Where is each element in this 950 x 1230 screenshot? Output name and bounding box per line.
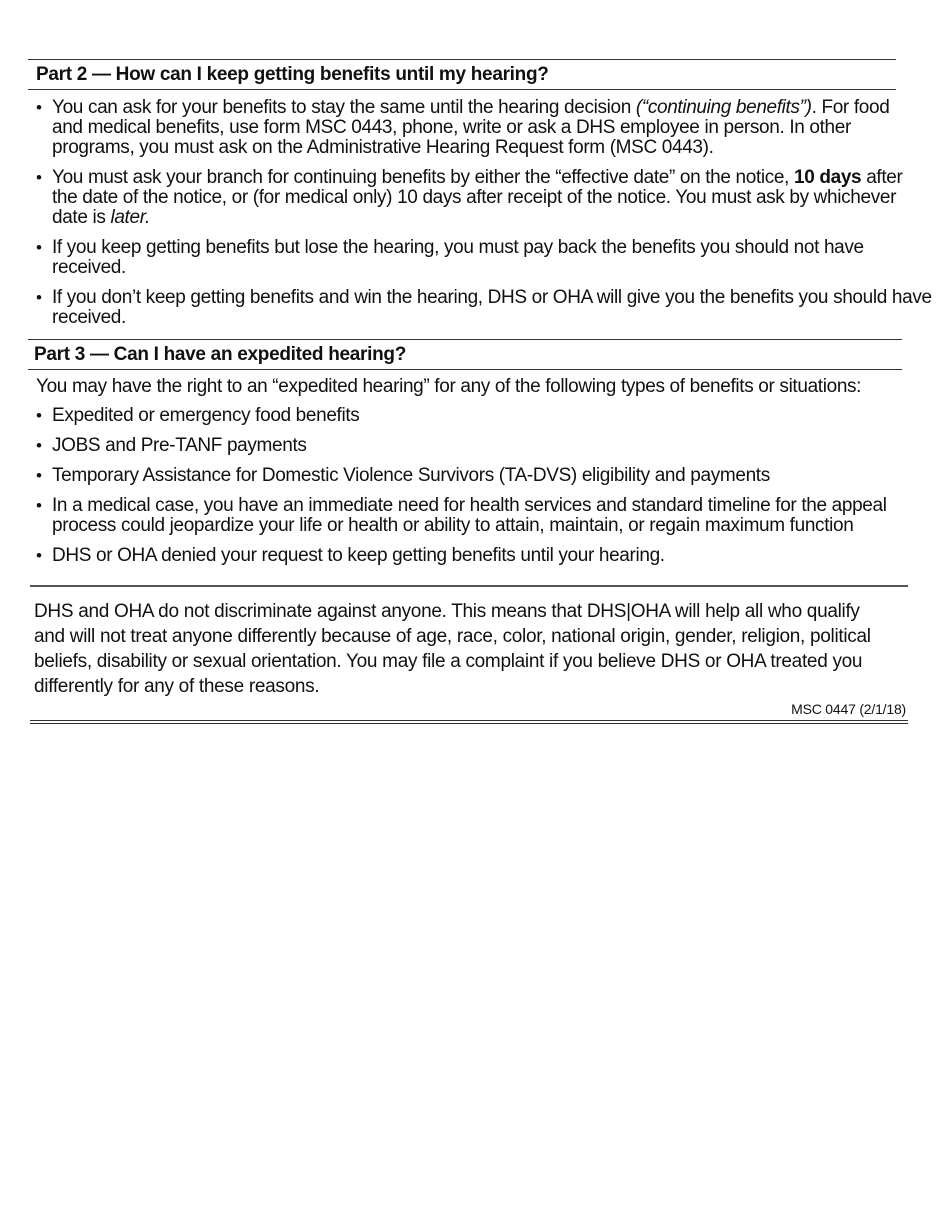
part2-item-continuing-benefits bbox=[34, 98, 922, 158]
part3-item-ta-dvs bbox=[34, 466, 912, 486]
bullet: • bbox=[36, 168, 42, 187]
bullet: • bbox=[36, 436, 42, 455]
bullet: • bbox=[36, 546, 42, 565]
bullet: • bbox=[36, 288, 42, 307]
part2-item-lose-hearing bbox=[34, 238, 872, 278]
part2-item-2-italic: later. bbox=[110, 207, 150, 228]
part2-heading: Part 2 — How can I keep getting benefits until my hearing? bbox=[36, 64, 549, 85]
part2-item-2-bold: 10 days bbox=[794, 167, 862, 188]
part2-item-1-italic: (“continuing benefits”) bbox=[635, 97, 812, 118]
part2-item-deadline bbox=[34, 168, 912, 228]
part3-heading: Part 3 — Can I have an expedited hearing? bbox=[34, 344, 407, 365]
part2-top-rule bbox=[28, 59, 896, 60]
part3-bottom-rule bbox=[28, 369, 902, 370]
part3-item-5-text: DHS or OHA denied your request to keep getting benefits until your hearing. bbox=[52, 545, 665, 566]
part2-item-3-text: If you keep getting benefits but lose the hearing, you must pay back the benefits you should not have received. bbox=[52, 237, 864, 278]
bullet: • bbox=[36, 466, 42, 485]
part3-item-medical bbox=[34, 496, 892, 536]
notice-top-rule bbox=[30, 585, 908, 587]
notice-bottom-rule bbox=[30, 720, 908, 724]
part2-item-2-text-b: after the date of the notice, or (for medical only) 10 days after receipt of the notice. You must ask by whichever date is bbox=[52, 167, 903, 228]
part3-item-4-text: In a medical case, you have an immediate need for health services and standard timeline for the appeal process could jeopardize your life or health or ability to attain, maintain, or regain maximum function bbox=[52, 495, 887, 536]
part3-item-denied bbox=[34, 546, 912, 566]
part2-item-1-text-a: You can ask for your benefits to stay the same until the hearing decision bbox=[52, 97, 636, 118]
bullet: • bbox=[36, 406, 42, 425]
bullet: • bbox=[36, 238, 42, 257]
part3-intro: You may have the right to an “expedited hearing” for any of the following types of benefits or situations: bbox=[36, 376, 862, 397]
bullet: • bbox=[36, 496, 42, 515]
part2-item-1-text-b: . For food and medical benefits, use form MSC 0443, phone, write or ask a DHS employee in person. In other programs, you must ask on the Administrative Hearing Request form (MSC 0443). bbox=[52, 97, 890, 158]
part3-item-food bbox=[34, 406, 912, 426]
nondiscrimination-notice: DHS and OHA do not discriminate against anyone. This means that DHS|OHA will help all who qualify and will not treat anyone differently because of age, race, color, national origin, gender, religion, political beliefs, disability or sexual orientation. You may file a complaint if you believe DHS or OHA treated you differently for any of these reasons. bbox=[34, 601, 871, 697]
part3-item-1-text: Expedited or emergency food benefits bbox=[52, 405, 360, 426]
form-code: MSC 0447 (2/1/18) bbox=[791, 701, 906, 717]
bullet: • bbox=[36, 98, 42, 117]
part2-bottom-rule bbox=[28, 89, 896, 90]
part3-item-jobs bbox=[34, 436, 912, 456]
part3-item-2-text: JOBS and Pre-TANF payments bbox=[52, 435, 307, 456]
part2-item-4-text: If you don’t keep getting benefits and win the hearing, DHS or OHA will give you the benefits you should have received. bbox=[52, 287, 932, 328]
part3-item-3-text: Temporary Assistance for Domestic Violence Survivors (TA-DVS) eligibility and payments bbox=[52, 465, 770, 486]
part2-item-win-hearing bbox=[34, 288, 932, 328]
part2-item-2-text-a: You must ask your branch for continuing benefits by either the “effective date” on the notice, bbox=[52, 167, 794, 188]
part3-top-rule bbox=[28, 339, 902, 340]
